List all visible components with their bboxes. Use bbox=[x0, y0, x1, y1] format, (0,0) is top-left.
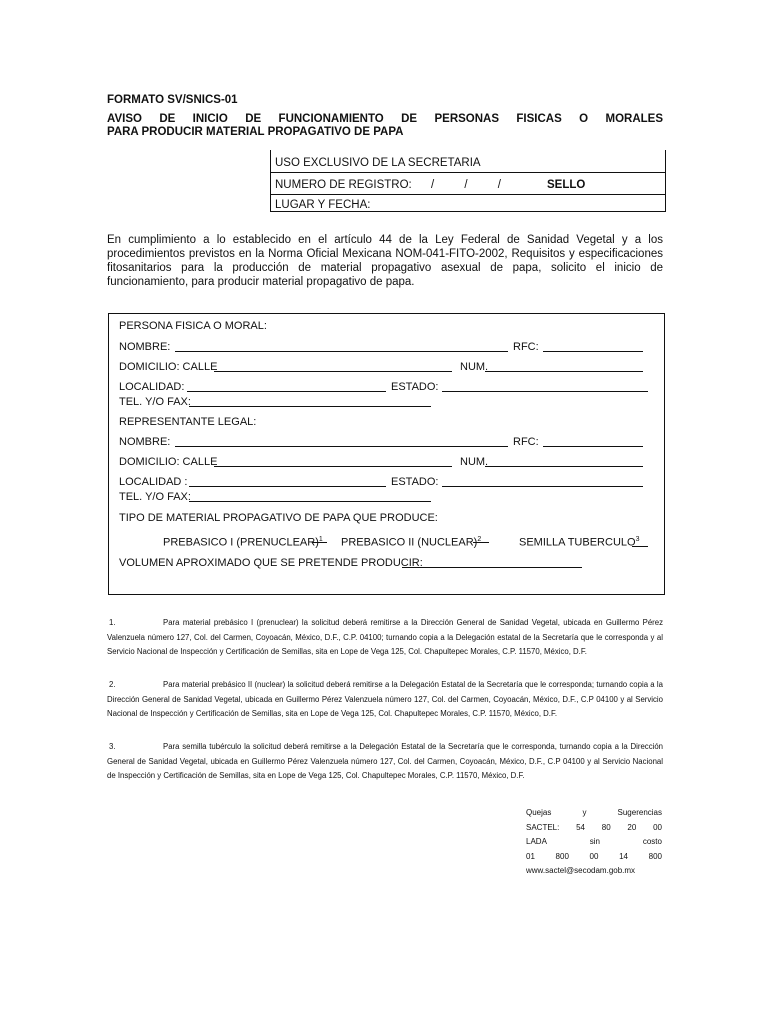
rep-phone-label: TEL. Y/O FAX: bbox=[119, 491, 191, 503]
volume-field[interactable] bbox=[402, 567, 582, 568]
locality-field[interactable] bbox=[187, 391, 386, 392]
rep-state-label: ESTADO: bbox=[391, 476, 439, 488]
contact-text: 14 bbox=[619, 851, 628, 861]
title-word: INICIO bbox=[192, 113, 228, 125]
title-word: DE bbox=[401, 113, 418, 125]
name-label: NOMBRE: bbox=[119, 341, 171, 353]
registry-label: NUMERO DE REGISTRO: bbox=[275, 179, 412, 191]
complaints-contact bbox=[526, 806, 662, 879]
footnote-text: Para semilla tubérculo la solicitud deberá remitirse a la Delegación Estatal de la Secretaría que le corresponda, turnando copia a la Dirección General de Sanidad Vegetal, ubicada en Guillermo Pérez Valenzuela número 127, Col. del Carmen, Coyoacán, México, D.F., C.P 04100 y al Servicio Nacional de Inspección y Certificación de Semillas, sita en Lope de Vega 125, Col. Chapultepec Morales, C.P. 11570, México, D.F. bbox=[107, 742, 663, 780]
contact-text: y bbox=[582, 808, 587, 817]
title-word: O bbox=[579, 113, 589, 125]
legal-rep-section-title: REPRESENTANTE LEGAL: bbox=[119, 416, 257, 428]
contact-text: 00 bbox=[653, 822, 662, 832]
person-section-title: PERSONA FISICA O MORAL: bbox=[119, 320, 267, 332]
material-type-label: TIPO DE MATERIAL PROPAGATIVO DE PAPA QUE PRODUCE: bbox=[119, 512, 438, 524]
slash: / bbox=[497, 179, 501, 191]
contact-row bbox=[526, 821, 662, 836]
footnote-2 bbox=[107, 678, 663, 722]
title-word: FUNCIONAMIENTO bbox=[278, 113, 384, 125]
title-word: FISICAS bbox=[516, 113, 562, 125]
title-word: AVISO bbox=[107, 113, 142, 125]
contact-text: 800 bbox=[555, 851, 569, 861]
rep-address-label: DOMICILIO: CALLE bbox=[119, 456, 218, 468]
footnote-text: Para material prebásico I (prenuclear) la solicitud deberá remitirse a la Dirección General de Sanidad Vegetal, ubicada en Guillermo Pérez Valenzuela número 127, Col. del Carmen, Coyoacán, México, D.F., C.P. 04100; turnando copia a la Delegación estatal de la Secretaría que le corresponda y al Servicio Nacional de Inspección y Certificación de Semillas, sita en Lope de Vega 125, Col. Chapultepec Morales, C.P. 11570, México, D.F. bbox=[107, 618, 663, 656]
place-date-label: LUGAR Y FECHA: bbox=[275, 199, 371, 211]
slash: / bbox=[431, 179, 435, 191]
contact-text: costo bbox=[642, 837, 662, 846]
phone-label: TEL. Y/O FAX: bbox=[119, 396, 191, 408]
application-form bbox=[108, 313, 665, 595]
footnote-number: 1. bbox=[109, 618, 116, 627]
secretaria-box bbox=[270, 150, 666, 212]
format-code: FORMATO SV/SNICS-01 bbox=[107, 94, 238, 106]
contact-row bbox=[526, 835, 662, 850]
rep-name-label: NOMBRE: bbox=[119, 436, 171, 448]
exclusive-use-row bbox=[271, 152, 665, 173]
rep-state-field[interactable] bbox=[442, 486, 643, 487]
state-field[interactable] bbox=[442, 391, 648, 392]
footnote-3 bbox=[107, 740, 663, 784]
contact-text: 800 bbox=[648, 851, 662, 861]
rfc-field[interactable] bbox=[543, 351, 643, 352]
footnote-ref-3: 3 bbox=[635, 536, 640, 543]
contact-text: Sugerencias bbox=[617, 808, 662, 817]
title-word: DE bbox=[245, 113, 262, 125]
contact-row bbox=[526, 850, 662, 865]
option-prebasico-2-label: PREBASICO II (NUCLEAR) bbox=[341, 536, 478, 549]
contact-text: SACTEL: bbox=[526, 822, 560, 832]
rep-locality-field[interactable] bbox=[189, 486, 386, 487]
num-label: NUM. bbox=[460, 361, 489, 373]
contact-text: LADA bbox=[526, 837, 547, 846]
option-seed-tuber[interactable] bbox=[519, 536, 639, 549]
rfc-label: RFC: bbox=[513, 341, 539, 353]
place-date-row bbox=[271, 197, 665, 217]
exclusive-use-label: USO EXCLUSIVO DE LA SECRETARIA bbox=[275, 157, 481, 169]
contact-text: 80 bbox=[601, 822, 611, 832]
footnote-number: 2. bbox=[109, 680, 116, 689]
contact-email[interactable]: www.sactel@secodam.gob.mx bbox=[526, 866, 636, 875]
rep-num-field[interactable] bbox=[485, 466, 643, 467]
rep-phone-field[interactable] bbox=[189, 501, 431, 502]
title-word: MORALES bbox=[605, 113, 663, 125]
option-seed-tuber-mark[interactable] bbox=[632, 546, 648, 547]
option-prebasico-1[interactable] bbox=[163, 536, 323, 549]
state-label: ESTADO: bbox=[391, 381, 439, 393]
option-prebasico-1-mark[interactable] bbox=[312, 542, 327, 543]
volume-label: VOLUMEN APROXIMADO QUE SE PRETENDE PRODUCIR: bbox=[119, 557, 423, 569]
footnote-ref-1: 1 bbox=[318, 536, 323, 543]
footnote-1 bbox=[107, 616, 663, 660]
title-word: PERSONAS bbox=[434, 113, 500, 125]
contact-text: 01 bbox=[526, 851, 535, 861]
document-title-line1 bbox=[107, 113, 663, 125]
name-field[interactable] bbox=[175, 351, 508, 352]
intro-paragraph: En cumplimiento a lo establecido en el artículo 44 de la Ley Federal de Sanidad Vegetal y a los procedimientos previstos en la Norma Oficial Mexicana NOM-041-FITO-2002, Requisitos y especificaciones fitosanitarios para la producción de material propagativo asexual de papa, solicito el inicio de funcionamiento, para producir material propagativo de papa. bbox=[107, 234, 663, 288]
rep-rfc-field[interactable] bbox=[543, 446, 643, 447]
registry-row bbox=[271, 174, 665, 195]
footnote-text: Para material prebásico II (nuclear) la solicitud deberá remitirse a la Delegación Estatal de la Secretaría que le corresponda; turnando copia a la Dirección General de Sanidad Vegetal, ubicada en Guillermo Pérez Valenzuela número 127, Col. del Carmen, Coyoacán, México, D.F., C.P 04100 y al Servicio Nacional de Inspección y Certificación de Semillas, sita en Lope de Vega 125, Col. Chapultepec Morales, C.P. 11570, México, D.F. bbox=[107, 680, 663, 718]
option-prebasico-1-label: PREBASICO I (PRENUCLEAR) bbox=[163, 536, 319, 549]
registry-date-slashes bbox=[431, 179, 501, 191]
rep-num-label: NUM. bbox=[460, 456, 489, 468]
footnote-ref-2: 2 bbox=[477, 536, 482, 543]
contact-text: 54 bbox=[576, 822, 585, 832]
option-prebasico-2[interactable] bbox=[341, 536, 481, 549]
footnote-number: 3. bbox=[109, 742, 116, 751]
document-title-line2: PARA PRODUCIR MATERIAL PROPAGATIVO DE PAPA bbox=[107, 126, 404, 138]
contact-text: 00 bbox=[589, 851, 599, 861]
contact-text: sin bbox=[589, 837, 600, 846]
contact-row bbox=[526, 806, 662, 821]
phone-field[interactable] bbox=[189, 406, 431, 407]
rep-locality-label: LOCALIDAD : bbox=[119, 476, 188, 488]
title-word: DE bbox=[159, 113, 176, 125]
rep-name-field[interactable] bbox=[175, 446, 508, 447]
rep-rfc-label: RFC: bbox=[513, 436, 539, 448]
locality-label: LOCALIDAD: bbox=[119, 381, 185, 393]
contact-text: Quejas bbox=[526, 808, 552, 817]
option-seed-tuber-label: SEMILLA TUBERCULO bbox=[519, 536, 636, 549]
contact-text: 20 bbox=[627, 822, 637, 832]
slash: / bbox=[464, 179, 468, 191]
seal-label: SELLO bbox=[547, 179, 586, 191]
num-field[interactable] bbox=[485, 371, 643, 372]
option-prebasico-2-mark[interactable] bbox=[473, 542, 489, 543]
address-label: DOMICILIO: CALLE bbox=[119, 361, 218, 373]
rep-address-field[interactable] bbox=[214, 466, 452, 467]
address-field[interactable] bbox=[214, 371, 452, 372]
